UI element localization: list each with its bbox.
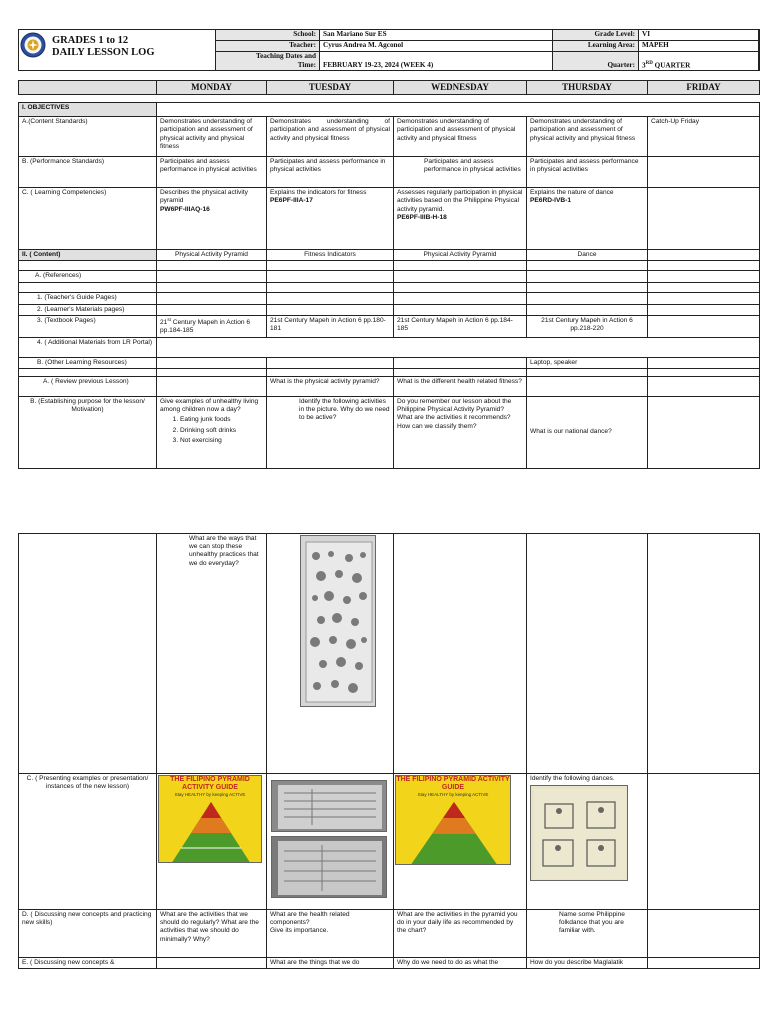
discuss-label: D. ( Discussing new concepts and practicing new skills) bbox=[19, 910, 157, 958]
textbook-mon-sup: st bbox=[167, 316, 171, 322]
grade-value: VI bbox=[639, 30, 760, 41]
day-header-blank bbox=[19, 81, 157, 95]
examples-tue bbox=[267, 774, 394, 910]
competencies-wed-text: Assesses regularly participation in physical activities based on the Philippine Physical activity pyramid. bbox=[397, 189, 523, 213]
discuss-tue bbox=[267, 910, 394, 958]
performance-standards-wed: Participates and assess performance in physical activities bbox=[394, 157, 527, 188]
content-mon: Physical Activity Pyramid bbox=[157, 250, 267, 261]
purpose-mon bbox=[157, 396, 267, 468]
list-item: 2. Drinking soft drinks bbox=[180, 427, 263, 435]
purpose-tue: Identify the following activities in the picture. Why do we need to be active? bbox=[267, 396, 394, 468]
day-header-monday: MONDAY bbox=[157, 81, 267, 95]
quarter-value bbox=[639, 52, 760, 71]
grade-label: Grade Level: bbox=[553, 30, 639, 41]
textbook-mon-text: Century Mapeh in Action 6 pp.184-185 bbox=[160, 319, 251, 335]
objectives-blank bbox=[157, 103, 760, 117]
competencies-tue-text: Explains the indicators for fitness bbox=[270, 189, 367, 197]
discuss-tue-2: Give its importance. bbox=[270, 927, 329, 935]
worksheet-image-1 bbox=[271, 780, 387, 832]
objectives-heading: I. OBJECTIVES bbox=[19, 103, 157, 117]
e-label: E. ( Discussing new concepts & bbox=[19, 958, 157, 969]
performance-standards-tue: Participates and assess performance in physical activities bbox=[267, 157, 394, 188]
discuss-fri bbox=[648, 910, 760, 958]
pyramid-subtitle-wed: Stay HEALTHY by keeping ACTIVE bbox=[417, 792, 489, 797]
e-wed: Why do we need to do as what the bbox=[394, 958, 527, 969]
examples-thu bbox=[527, 774, 648, 910]
other-resources-thu: Laptop, speaker bbox=[527, 357, 648, 368]
lesson-log-table-page1 bbox=[18, 80, 760, 469]
purpose-wed-1: Do you remember our lesson about the Philippine Physical Activity Pyramid? bbox=[397, 397, 512, 414]
review-lesson-label: A. ( Review previous Lesson) bbox=[19, 376, 157, 396]
dates-label-1: Teaching Dates and bbox=[255, 52, 316, 60]
competencies-mon bbox=[157, 188, 267, 250]
textbook-pages-mon bbox=[157, 315, 267, 337]
teachers-guide-label: 1. (Teacher's Guide Pages) bbox=[19, 293, 157, 304]
blank-row-1 bbox=[19, 261, 157, 271]
purpose-mon-text: Give examples of unhealthy living among children now a day? bbox=[160, 397, 259, 414]
worksheet-image-2 bbox=[271, 836, 387, 898]
review-lesson-wed: What is the different health related fitness? bbox=[394, 376, 527, 396]
competencies-thu-code: PE6RD-IVB-1 bbox=[530, 197, 572, 205]
competencies-thu-text: Explains the nature of dance bbox=[530, 189, 614, 197]
textbook-pages-tue: 21st Century Mapeh in Action 6 pp.180-181 bbox=[267, 315, 394, 337]
textbook-mon-pre: 21 bbox=[160, 319, 168, 327]
textbook-pages-wed: 21st Century Mapeh in Action 6 pp.184-185 bbox=[394, 315, 527, 337]
examples-thu-text: Identify the following dances. bbox=[530, 775, 615, 782]
pyramid-guide-image-mon bbox=[158, 775, 262, 863]
content-fri bbox=[648, 250, 760, 261]
e-thu: How do you describe Maglalatik bbox=[527, 958, 648, 969]
dates-value: FEBRUARY 19-23, 2024 (WEEK 4) bbox=[320, 52, 553, 71]
lr-portal-blank bbox=[157, 337, 760, 357]
day-header-tuesday: TUESDAY bbox=[267, 81, 394, 95]
info-table bbox=[215, 29, 760, 71]
content-standards-label: A.(Content Standards) bbox=[19, 117, 157, 157]
performance-standards-mon: Participates and assess performance in physical activities bbox=[157, 157, 267, 188]
performance-standards-thu: Participates and assess performance in physical activities bbox=[527, 157, 648, 188]
lr-portal-label: 4. ( Additional Materials from LR Portal) bbox=[19, 337, 157, 357]
competencies-fri bbox=[648, 188, 760, 250]
content-standards-wed: Demonstrates understanding of participation and assessment of physical activity and physical fitness bbox=[394, 117, 527, 157]
content-wed: Physical Activity Pyramid bbox=[394, 250, 527, 261]
pyramid-title-wed: THE FILIPINO PYRAMID ACTIVITY GUIDE bbox=[396, 776, 510, 791]
purpose-wed-3: How can we classify them? bbox=[397, 422, 477, 430]
competencies-mon-text: Describes the physical activity pyramid bbox=[160, 189, 248, 205]
deped-seal-icon bbox=[20, 32, 46, 58]
pyramid-title: THE FILIPINO PYRAMID ACTIVITY GUIDE bbox=[170, 776, 250, 791]
textbook-pages-thu: 21st Century Mapeh in Action 6 pp.218-220 bbox=[527, 315, 648, 337]
discuss-thu: Name some Philippine folkdance that you are familiar with. bbox=[527, 910, 648, 958]
area-value: MAPEH bbox=[639, 41, 760, 52]
dates-label bbox=[216, 52, 320, 71]
competencies-mon-code: PW6PF-IIIAQ-16 bbox=[160, 205, 210, 213]
blank-row-2 bbox=[19, 283, 157, 293]
dances-image bbox=[530, 785, 628, 881]
discuss-mon: What are the activities that we should do regularly? What are the activities that we should do minimally? Why? bbox=[157, 910, 267, 958]
area-label: Learning Area: bbox=[553, 41, 639, 52]
competencies-tue-code: PE6PF-IIIA-17 bbox=[270, 197, 313, 205]
purpose-wed-2: What are the activities it recommends? bbox=[397, 414, 511, 422]
examples-wed bbox=[394, 774, 527, 910]
school-label: School: bbox=[216, 30, 320, 41]
day-header-friday: FRIDAY bbox=[648, 81, 760, 95]
discuss-wed: What are the activities in the pyramid you do in your daily life as recommended by the chart? bbox=[394, 910, 527, 958]
form-title-line2: DAILY LESSON LOG bbox=[52, 47, 155, 58]
continued-wed bbox=[394, 534, 527, 774]
content-thu: Dance bbox=[527, 250, 648, 261]
learners-materials-label: 2. (Learner's Materials pages) bbox=[19, 304, 157, 315]
other-resources-label: B. (Other Learning Resources) bbox=[19, 357, 157, 368]
competencies-thu bbox=[527, 188, 648, 250]
content-standards-fri: Catch-Up Friday bbox=[648, 117, 760, 157]
discuss-tue-1: What are the health related components? bbox=[270, 911, 350, 927]
examples-mon bbox=[157, 774, 267, 910]
content-label: II. ( Content) bbox=[19, 250, 157, 261]
purpose-wed bbox=[394, 396, 527, 468]
continued-mon: What are the ways that we can stop these unhealthy practices that we do everyday? bbox=[157, 534, 267, 774]
content-tue: Fitness Indicators bbox=[267, 250, 394, 261]
pyramid-subtitle: Stay HEALTHY by keeping ACTIVE bbox=[174, 792, 246, 797]
competencies-wed-code: PE6PF-IIIB-H-18 bbox=[397, 213, 447, 221]
content-standards-thu: Demonstrates understanding of participation and assessment of physical activity and physical fitness bbox=[527, 117, 648, 157]
purpose-label: B. (Establishing purpose for the lesson/ Motivation) bbox=[19, 396, 157, 468]
examples-fri bbox=[648, 774, 760, 910]
continued-label bbox=[19, 534, 157, 774]
form-title-line1: GRADES 1 to 12 bbox=[52, 35, 129, 46]
list-item: 3. Not exercising bbox=[180, 437, 263, 445]
lesson-log-table-page2 bbox=[18, 533, 760, 969]
quarter-label: Quarter: bbox=[553, 52, 639, 71]
list-item: 1. Eating junk foods bbox=[180, 416, 263, 424]
continued-fri bbox=[648, 534, 760, 774]
school-value: San Mariano Sur ES bbox=[320, 30, 553, 41]
spacer-row bbox=[19, 95, 760, 103]
quarter-num: 3 bbox=[642, 61, 646, 69]
activities-picture bbox=[300, 535, 376, 707]
blank-row-3 bbox=[19, 368, 157, 376]
examples-label: C. ( Presenting examples or presentation/ instances of the new lesson) bbox=[19, 774, 157, 910]
review-lesson-tue: What is the physical activity pyramid? bbox=[267, 376, 394, 396]
continued-tue bbox=[267, 534, 394, 774]
references-label: A. (References) bbox=[19, 271, 157, 283]
dates-label-2: Time: bbox=[297, 61, 316, 69]
quarter-sup: RD bbox=[645, 60, 653, 66]
form-title bbox=[52, 35, 155, 59]
pyramid-guide-image-wed bbox=[395, 775, 511, 865]
textbook-pages-label: 3. (Textbook Pages) bbox=[19, 315, 157, 337]
competencies-tue bbox=[267, 188, 394, 250]
teacher-value: Cyrus Andrea M. Agconol bbox=[320, 41, 553, 52]
purpose-thu: What is our national dance? bbox=[527, 396, 648, 468]
competencies-wed bbox=[394, 188, 527, 250]
day-header-thursday: THURSDAY bbox=[527, 81, 648, 95]
performance-standards-label: B. (Performance Standards) bbox=[19, 157, 157, 188]
performance-standards-fri bbox=[648, 157, 760, 188]
content-standards-tue: Demonstrates understanding of participation and assessment of physical activity and physical fitness bbox=[267, 117, 394, 157]
teacher-label: Teacher: bbox=[216, 41, 320, 52]
purpose-mon-list bbox=[160, 416, 263, 445]
day-header-wednesday: WEDNESDAY bbox=[394, 81, 527, 95]
competencies-label: C. ( Learning Competencies) bbox=[19, 188, 157, 250]
content-standards-mon: Demonstrates understanding of participation and assessment of physical activity and physical fitness bbox=[157, 117, 267, 157]
quarter-word: QUARTER bbox=[652, 61, 691, 69]
continued-thu bbox=[527, 534, 648, 774]
e-tue: What are the things that we do bbox=[267, 958, 394, 969]
